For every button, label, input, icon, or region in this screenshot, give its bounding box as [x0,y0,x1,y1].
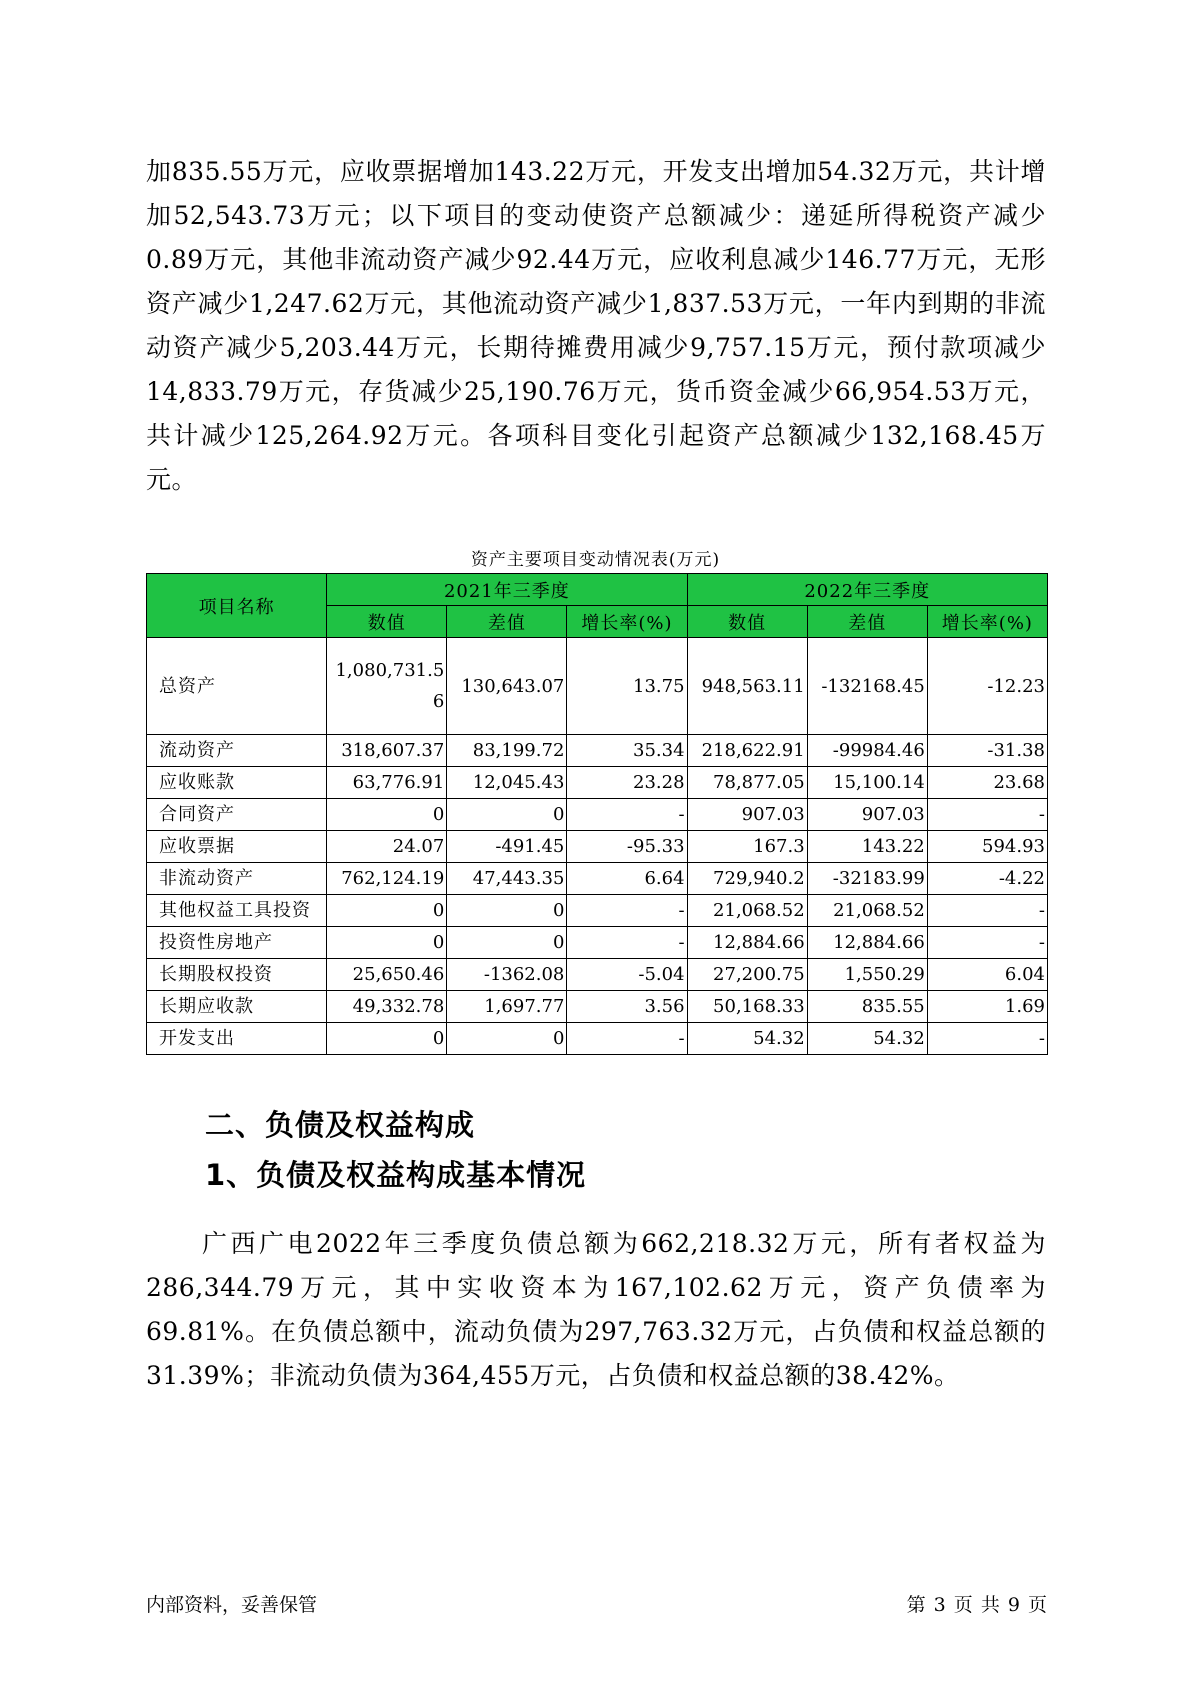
growth-2021: - [567,895,687,927]
row-name: 合同资产 [147,799,327,831]
table-row [147,927,1048,959]
diff-2022: -132168.45 [807,638,927,735]
value-2022: 218,622.91 [687,735,807,767]
diff-2022: 143.22 [807,831,927,863]
header-value-2022: 数值 [687,606,807,638]
growth-2022: -31.38 [927,735,1047,767]
diff-2022: 21,068.52 [807,895,927,927]
table-caption: 资产主要项目变动情况表(万元) [470,550,721,570]
value-2022: 167.3 [687,831,807,863]
footer-page-number: 第 3 页 共 9 页 [906,1594,1048,1616]
value-2021: 318,607.37 [327,735,447,767]
growth-2022: 1.69 [927,991,1047,1023]
table-row [147,799,1048,831]
row-name: 总资产 [147,638,327,735]
row-name: 开发支出 [147,1023,327,1055]
value-2021: 25,650.46 [327,959,447,991]
diff-2022: 54.32 [807,1023,927,1055]
diff-2021: 0 [447,799,567,831]
intro-paragraph [146,150,1046,502]
growth-2022: -12.23 [927,638,1047,735]
growth-2022: 23.68 [927,767,1047,799]
value-2022: 907.03 [687,799,807,831]
value-2021: 24.07 [327,831,447,863]
liability-paragraph-text: 广西广电2022年三季度负债总额为662,218.32万元，所有者权益为286,344.79万元，其中实收资本为167,102.62万元，资产负债率为69.81%。在负债总额中，流动负债为297,763.32万元，占负债和权益总额的31.39%；非流动负债为364,455万元，占负债和权益总额的38.42%。 [146,1229,1046,1390]
growth-2021: 23.28 [567,767,687,799]
value-2021: 49,332.78 [327,991,447,1023]
table-row [147,735,1048,767]
table-row [147,1023,1048,1055]
value-2022: 21,068.52 [687,895,807,927]
header-growth-2021: 增长率(%) [567,606,687,638]
diff-2021: -1362.08 [447,959,567,991]
table-row [147,863,1048,895]
value-2022: 78,877.05 [687,767,807,799]
growth-2021: - [567,1023,687,1055]
growth-2022: - [927,1023,1047,1055]
intro-paragraph-text: 加835.55万元，应收票据增加143.22万元，开发支出增加54.32万元，共计增加52,543.73万元；以下项目的变动使资产总额减少：递延所得税资产减少0.89万元，其他非流动资产减少92.44万元，应收利息减少146.77万元，无形资产减少1,247.62万元，其他流动资产减少1,837.53万元，一年内到期的非流动资产减少5,203.44万元，长期待摊费用减少9,757.15万元，预付款项减少14,833.79万元，存货减少25,190.76万元，货币资金减少66,954.53万元，共计减少125,264.92万元。各项科目变化引起资产总额减少132,168.45万元。 [146,157,1046,494]
asset-change-table [146,573,1048,1055]
growth-2021: - [567,927,687,959]
row-name: 非流动资产 [147,863,327,895]
row-name: 长期应收款 [147,991,327,1023]
value-2021: 1,080,731.56 [327,638,447,735]
value-2021: 63,776.91 [327,767,447,799]
header-item-name: 项目名称 [147,574,327,638]
diff-2021: 0 [447,895,567,927]
footer-confidential-note: 内部资料，妥善保管 [146,1594,318,1616]
growth-2021: -95.33 [567,831,687,863]
diff-2022: -32183.99 [807,863,927,895]
subsection-heading: 1、负债及权益构成基本情况 [205,1158,587,1192]
diff-2021: -491.45 [447,831,567,863]
growth-2021: 35.34 [567,735,687,767]
growth-2021: -5.04 [567,959,687,991]
value-2021: 0 [327,799,447,831]
diff-2022: 907.03 [807,799,927,831]
table-row [147,991,1048,1023]
diff-2022: -99984.46 [807,735,927,767]
value-2022: 27,200.75 [687,959,807,991]
value-2022: 12,884.66 [687,927,807,959]
diff-2022: 1,550.29 [807,959,927,991]
header-period-2021: 2021年三季度 [327,574,687,606]
value-2022: 729,940.2 [687,863,807,895]
row-name: 应收账款 [147,767,327,799]
value-2022: 50,168.33 [687,991,807,1023]
growth-2021: 13.75 [567,638,687,735]
section-heading: 二、负债及权益构成 [205,1108,476,1142]
value-2021: 0 [327,895,447,927]
growth-2021: - [567,799,687,831]
growth-2022: 594.93 [927,831,1047,863]
header-period-2022: 2022年三季度 [687,574,1047,606]
growth-2022: - [927,895,1047,927]
diff-2021: 0 [447,927,567,959]
table-row [147,638,1048,735]
value-2022: 54.32 [687,1023,807,1055]
growth-2022: 6.04 [927,959,1047,991]
diff-2021: 1,697.77 [447,991,567,1023]
table-row [147,767,1048,799]
value-2021: 762,124.19 [327,863,447,895]
header-diff-2021: 差值 [447,606,567,638]
table-row [147,895,1048,927]
value-2021: 0 [327,927,447,959]
diff-2021: 83,199.72 [447,735,567,767]
row-name: 长期股权投资 [147,959,327,991]
header-value-2021: 数值 [327,606,447,638]
diff-2022: 835.55 [807,991,927,1023]
growth-2021: 3.56 [567,991,687,1023]
value-2022: 948,563.11 [687,638,807,735]
liability-paragraph [146,1222,1046,1398]
row-name: 其他权益工具投资 [147,895,327,927]
growth-2022: - [927,927,1047,959]
header-growth-2022: 增长率(%) [927,606,1047,638]
header-diff-2022: 差值 [807,606,927,638]
value-2021: 0 [327,1023,447,1055]
diff-2022: 15,100.14 [807,767,927,799]
growth-2022: - [927,799,1047,831]
diff-2021: 12,045.43 [447,767,567,799]
diff-2021: 47,443.35 [447,863,567,895]
diff-2022: 12,884.66 [807,927,927,959]
table-row [147,959,1048,991]
row-name: 流动资产 [147,735,327,767]
row-name: 投资性房地产 [147,927,327,959]
table-row [147,831,1048,863]
growth-2022: -4.22 [927,863,1047,895]
row-name: 应收票据 [147,831,327,863]
diff-2021: 130,643.07 [447,638,567,735]
diff-2021: 0 [447,1023,567,1055]
growth-2021: 6.64 [567,863,687,895]
